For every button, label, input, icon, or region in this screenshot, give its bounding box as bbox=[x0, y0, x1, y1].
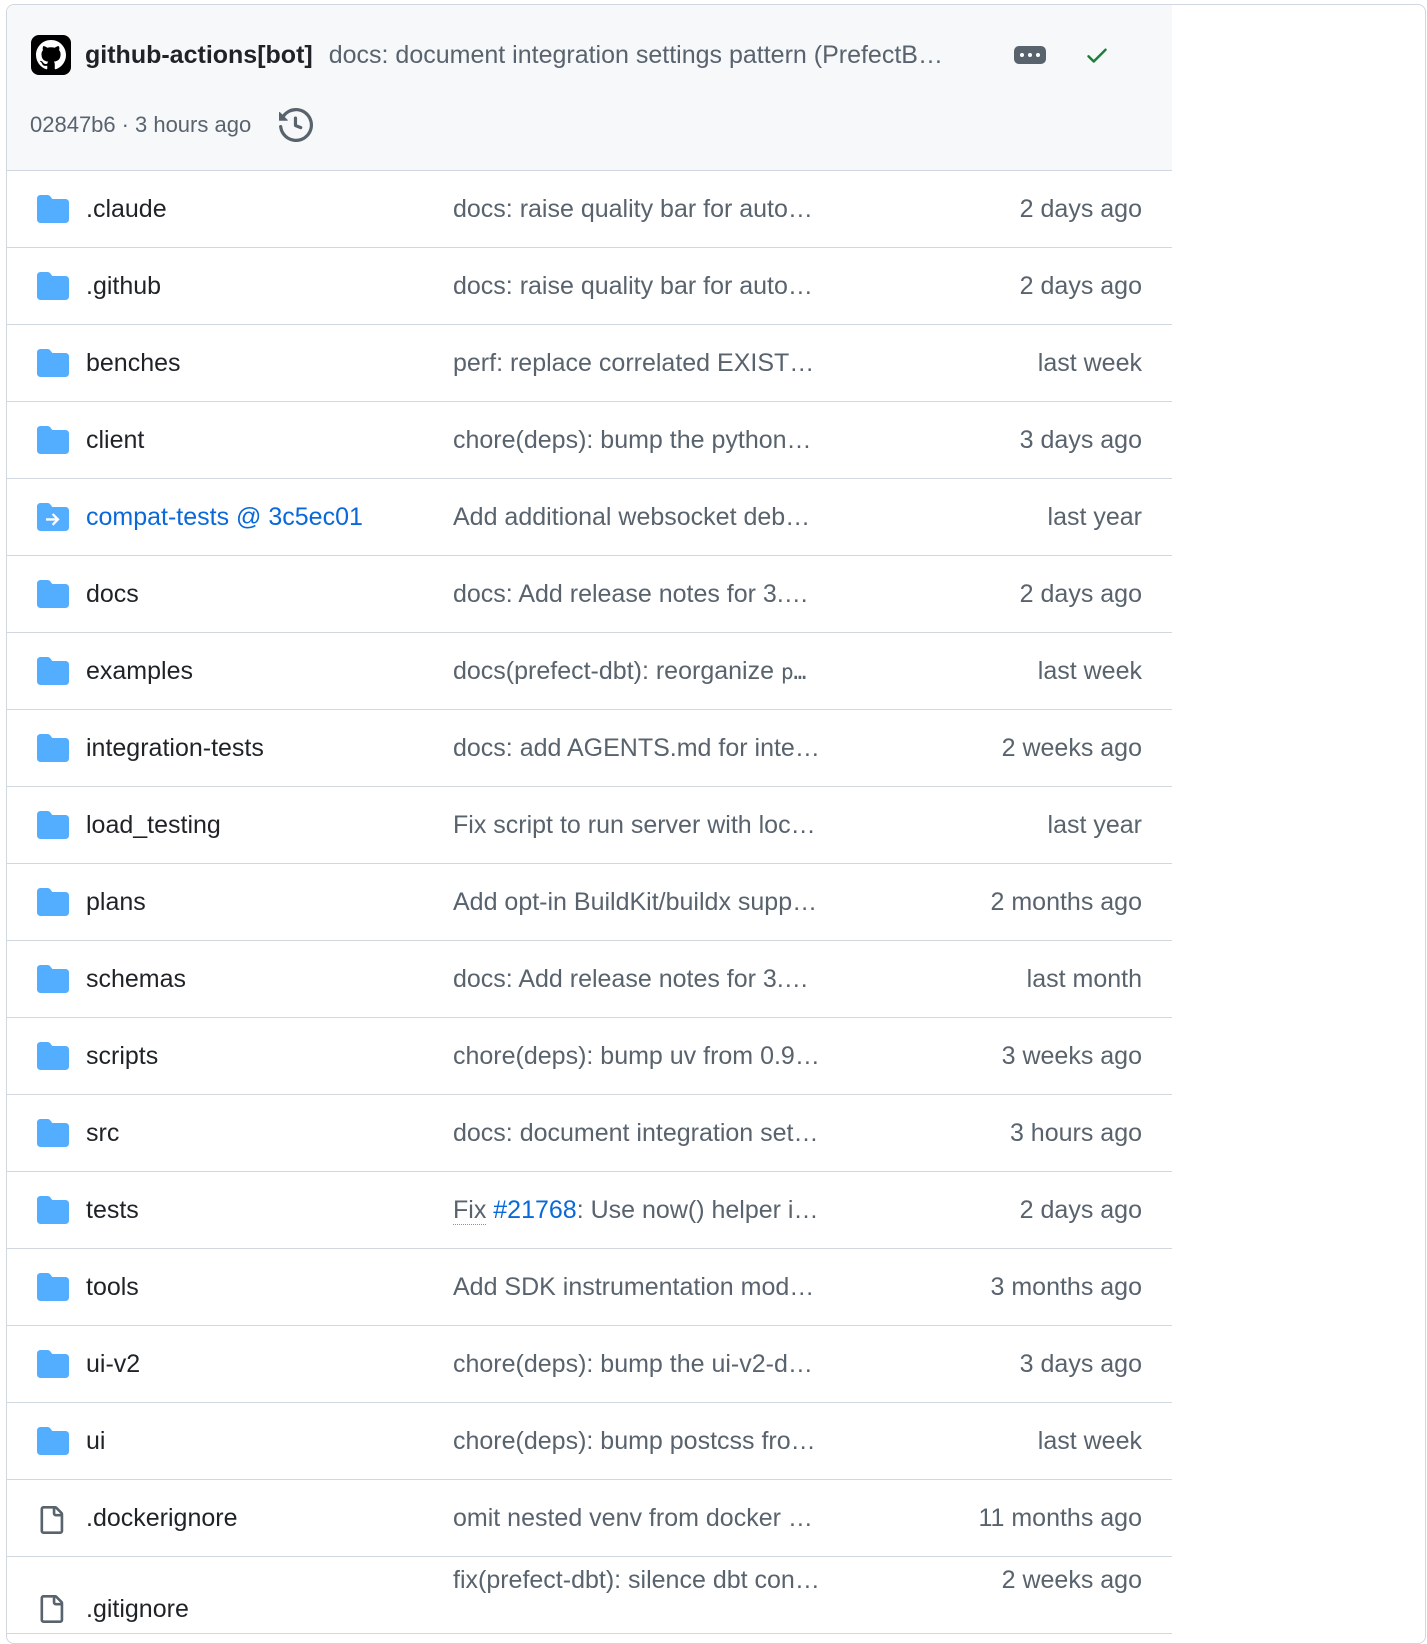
entry-commit-message-link[interactable] bbox=[453, 479, 838, 555]
table-row[interactable] bbox=[7, 1403, 1172, 1480]
issue-link[interactable]: #21768 bbox=[493, 1196, 577, 1224]
file-rows bbox=[7, 171, 1172, 1634]
commit-message-text: docs(prefect-dbt): reorganize bbox=[453, 657, 781, 685]
entry-commit-message-link[interactable] bbox=[453, 864, 838, 940]
entry-commit-date[interactable]: 2 weeks ago bbox=[1001, 734, 1142, 762]
entry-commit-date[interactable]: 2 days ago bbox=[1019, 272, 1142, 300]
commit-message-code: p… bbox=[780, 660, 807, 684]
table-row[interactable] bbox=[7, 325, 1172, 402]
entry-commit-date[interactable]: 3 months ago bbox=[990, 1273, 1142, 1301]
expand-commit-message-button[interactable] bbox=[1014, 46, 1046, 64]
entry-commit-date[interactable]: 2 weeks ago bbox=[1001, 1566, 1142, 1594]
folder-icon bbox=[37, 349, 69, 377]
entry-name-link[interactable]: compat-tests @ 3c5ec01 bbox=[86, 503, 363, 531]
commit-message-text: docs: raise quality bar for auto… bbox=[453, 195, 813, 223]
commit-message-text: chore(deps): bump postcss fro… bbox=[453, 1427, 816, 1455]
entry-name-link[interactable]: ui-v2 bbox=[86, 1350, 141, 1378]
entry-name-link[interactable]: load_testing bbox=[86, 811, 221, 839]
entry-commit-date[interactable]: last week bbox=[1037, 1427, 1142, 1455]
folder-icon bbox=[37, 888, 69, 916]
entry-commit-message-link[interactable] bbox=[453, 787, 838, 863]
entry-commit-date[interactable]: 2 months ago bbox=[990, 888, 1142, 916]
entry-commit-message-link[interactable] bbox=[453, 1172, 838, 1248]
entry-commit-message-link[interactable] bbox=[453, 1403, 838, 1479]
commit-message-text: Add SDK instrumentation mod… bbox=[453, 1273, 815, 1301]
table-row[interactable] bbox=[7, 1249, 1172, 1326]
commit-message-text: docs: Add release notes for 3.… bbox=[453, 580, 809, 608]
folder-icon bbox=[37, 272, 69, 300]
entry-commit-date[interactable]: 3 hours ago bbox=[1009, 1119, 1142, 1147]
file-table bbox=[7, 5, 1172, 1634]
file-browser bbox=[6, 4, 1426, 1644]
commit-message-text: : Use now() helper i… bbox=[576, 1196, 819, 1224]
commit-time[interactable]: 3 hours ago bbox=[134, 112, 252, 137]
table-row[interactable] bbox=[7, 1480, 1172, 1557]
table-row[interactable] bbox=[7, 633, 1172, 710]
entry-name-link[interactable]: client bbox=[86, 426, 145, 454]
entry-name-link[interactable]: plans bbox=[86, 888, 146, 916]
folder-icon bbox=[37, 1042, 69, 1070]
folder-icon bbox=[37, 657, 69, 685]
entry-commit-message-link[interactable] bbox=[453, 1018, 838, 1094]
check-status-icon[interactable] bbox=[1084, 42, 1110, 68]
table-row[interactable] bbox=[7, 787, 1172, 864]
commit-message-text: docs: add AGENTS.md for inte… bbox=[453, 734, 820, 762]
commit-message-text: fix(prefect-dbt): silence dbt con… bbox=[453, 1566, 820, 1594]
entry-name-link[interactable]: .dockerignore bbox=[86, 1504, 238, 1532]
folder-icon bbox=[37, 580, 69, 608]
entry-commit-date[interactable]: 3 days ago bbox=[1019, 426, 1142, 454]
entry-commit-message-link[interactable] bbox=[453, 1557, 838, 1603]
entry-name-link[interactable]: tests bbox=[86, 1196, 139, 1224]
history-icon[interactable] bbox=[279, 108, 313, 142]
entry-commit-message-link[interactable] bbox=[453, 1326, 838, 1402]
entry-commit-date[interactable]: 3 weeks ago bbox=[1001, 1042, 1142, 1070]
table-row[interactable] bbox=[7, 402, 1172, 479]
github-logo-icon bbox=[36, 40, 66, 70]
entry-commit-message-link[interactable] bbox=[453, 402, 838, 478]
table-row[interactable] bbox=[7, 941, 1172, 1018]
entry-commit-date[interactable]: last month bbox=[1026, 965, 1142, 993]
folder-icon bbox=[37, 965, 69, 993]
entry-commit-date[interactable]: 2 days ago bbox=[1019, 1196, 1142, 1224]
entry-commit-date[interactable]: last year bbox=[1047, 811, 1142, 839]
entry-name-link[interactable]: integration-tests bbox=[86, 734, 264, 762]
table-row[interactable] bbox=[7, 864, 1172, 941]
entry-name-link[interactable]: examples bbox=[86, 657, 193, 685]
latest-commit-header bbox=[7, 5, 1172, 171]
entry-name-link[interactable]: ui bbox=[86, 1427, 106, 1455]
folder-icon bbox=[37, 1196, 69, 1224]
entry-commit-date[interactable]: last week bbox=[1037, 349, 1142, 377]
folder-icon bbox=[37, 195, 69, 223]
entry-commit-date[interactable]: 3 days ago bbox=[1019, 1350, 1142, 1378]
commit-message-text: docs: raise quality bar for auto… bbox=[453, 272, 813, 300]
meta-separator: · bbox=[121, 112, 129, 137]
entry-name-link[interactable]: .gitignore bbox=[86, 1595, 189, 1623]
github-bot-avatar[interactable] bbox=[31, 35, 71, 75]
table-row[interactable] bbox=[7, 1326, 1172, 1403]
commit-meta bbox=[30, 105, 313, 145]
table-row[interactable] bbox=[7, 479, 1172, 556]
entry-name-link[interactable]: src bbox=[86, 1119, 120, 1147]
commit-message-text: chore(deps): bump uv from 0.9… bbox=[453, 1042, 820, 1070]
folder-icon bbox=[37, 1119, 69, 1147]
folder-icon bbox=[37, 1350, 69, 1378]
table-row[interactable] bbox=[7, 248, 1172, 325]
entry-commit-date[interactable]: 11 months ago bbox=[978, 1504, 1142, 1532]
commit-message[interactable]: docs: document integration settings pattern (PrefectB… bbox=[328, 40, 943, 69]
entry-commit-message-link[interactable] bbox=[453, 556, 838, 632]
commit-message-text: Fix script to run server with loc… bbox=[453, 811, 816, 839]
folder-icon bbox=[37, 734, 69, 762]
entry-name-link[interactable]: scripts bbox=[86, 1042, 159, 1070]
entry-commit-message-link[interactable] bbox=[453, 325, 838, 401]
table-row[interactable] bbox=[7, 1557, 1172, 1634]
table-row[interactable] bbox=[7, 710, 1172, 787]
entry-name-link[interactable]: .github bbox=[86, 272, 162, 300]
ellipsis-dot-icon bbox=[1028, 53, 1032, 57]
entry-commit-date[interactable]: 2 days ago bbox=[1019, 195, 1142, 223]
entry-commit-date[interactable]: last week bbox=[1037, 657, 1142, 685]
commit-message-text: perf: replace correlated EXIST… bbox=[453, 349, 815, 377]
folder-icon bbox=[37, 1273, 69, 1301]
commit-sha[interactable]: 02847b6 bbox=[30, 112, 116, 137]
table-row[interactable] bbox=[7, 1018, 1172, 1095]
ellipsis-dot-icon bbox=[1020, 53, 1024, 57]
entry-commit-message-link[interactable] bbox=[453, 1480, 838, 1556]
entry-commit-message-link[interactable] bbox=[453, 941, 838, 1017]
commit-message-text: chore(deps): bump the ui-v2-d… bbox=[453, 1350, 813, 1378]
commit-author[interactable]: github-actions[bot] bbox=[85, 40, 313, 69]
entry-commit-message-link[interactable] bbox=[453, 710, 838, 786]
ellipsis-dot-icon bbox=[1036, 53, 1040, 57]
commit-message-text: Add opt-in BuildKit/buildx supp… bbox=[453, 888, 818, 916]
entry-name-link[interactable]: schemas bbox=[86, 965, 187, 993]
entry-commit-date[interactable]: last year bbox=[1047, 503, 1142, 531]
file-icon bbox=[37, 1593, 69, 1621]
entry-commit-message-link[interactable] bbox=[453, 633, 838, 710]
submodule-folder-icon bbox=[37, 503, 69, 531]
folder-icon bbox=[37, 1427, 69, 1455]
commit-message-text: Add additional websocket deb… bbox=[453, 503, 811, 531]
entry-name-link[interactable]: benches bbox=[86, 349, 181, 377]
fix-keyword: Fix bbox=[453, 1196, 487, 1224]
commit-message-text: chore(deps): bump the python… bbox=[453, 426, 812, 454]
folder-icon bbox=[37, 426, 69, 454]
entry-name-link[interactable]: docs bbox=[86, 580, 139, 608]
table-row[interactable] bbox=[7, 171, 1172, 248]
file-icon bbox=[37, 1504, 69, 1532]
table-row[interactable] bbox=[7, 556, 1172, 633]
folder-icon bbox=[37, 811, 69, 839]
entry-name-link[interactable]: tools bbox=[86, 1273, 139, 1301]
commit-message-text: docs: document integration set… bbox=[453, 1119, 819, 1147]
table-row[interactable] bbox=[7, 1095, 1172, 1172]
entry-commit-message-link[interactable] bbox=[453, 1249, 838, 1325]
commit-message-text: omit nested venv from docker … bbox=[453, 1504, 813, 1532]
entry-name-link[interactable]: .claude bbox=[86, 195, 167, 223]
latest-commit-summary bbox=[31, 35, 1151, 75]
table-row[interactable] bbox=[7, 1172, 1172, 1249]
entry-commit-message-link[interactable] bbox=[453, 171, 838, 247]
entry-commit-date[interactable]: 2 days ago bbox=[1019, 580, 1142, 608]
entry-commit-message-link[interactable] bbox=[453, 1095, 838, 1171]
entry-commit-message-link[interactable] bbox=[453, 248, 838, 324]
commit-message-text: docs: Add release notes for 3.… bbox=[453, 965, 809, 993]
